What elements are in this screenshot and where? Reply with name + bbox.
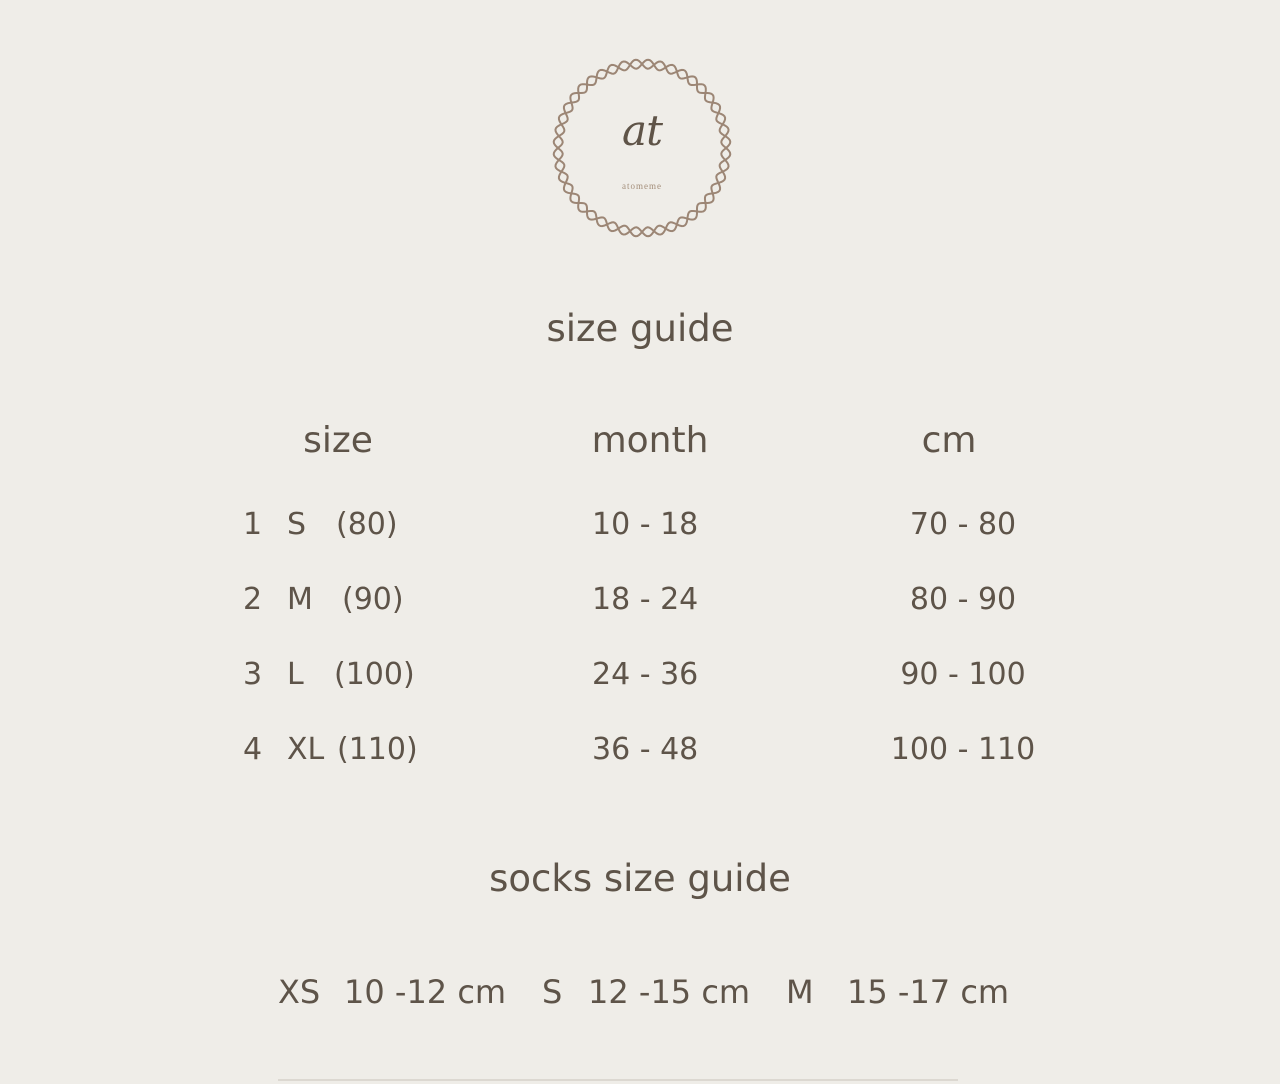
row-size-letter: XL — [287, 732, 325, 767]
row-number: 4 — [243, 732, 263, 767]
row-month: 18 - 24 — [592, 582, 699, 617]
row-month: 24 - 36 — [592, 657, 699, 692]
socks-size-range: 15 -17 cm — [847, 973, 1010, 1011]
row-month: 36 - 48 — [592, 732, 699, 767]
row-cm: 100 - 110 — [890, 732, 1036, 767]
row-month: 10 - 18 — [592, 507, 699, 542]
row-size-value: (100) — [334, 657, 415, 692]
table-row — [0, 582, 1280, 622]
socks-size-label: M — [786, 973, 814, 1011]
socks-size-range: 12 -15 cm — [588, 973, 751, 1011]
column-header-size: size — [303, 420, 373, 461]
socks-title: socks size guide — [489, 857, 791, 900]
logo-subtitle: atomeme — [622, 181, 662, 191]
divider — [278, 1079, 958, 1081]
column-header-month: month — [591, 420, 709, 461]
socks-size-range: 10 -12 cm — [344, 973, 507, 1011]
socks-size-label: S — [542, 973, 563, 1011]
row-size-value: (90) — [342, 582, 404, 617]
row-cm: 90 - 100 — [900, 657, 1026, 692]
row-number: 2 — [243, 582, 263, 617]
column-header-cm: cm — [921, 420, 977, 461]
row-cm: 70 - 80 — [909, 507, 1017, 542]
row-number: 1 — [243, 507, 263, 542]
table-row — [0, 507, 1280, 547]
row-number: 3 — [243, 657, 263, 692]
page-title: size guide — [546, 307, 734, 350]
logo-monogram: at — [622, 106, 662, 155]
row-cm: 80 - 90 — [909, 582, 1017, 617]
row-size-letter: S — [287, 507, 307, 542]
table-row — [0, 732, 1280, 772]
row-size-value: (110) — [337, 732, 418, 767]
row-size-letter: M — [287, 582, 313, 617]
table-row — [0, 657, 1280, 697]
brand-logo — [548, 54, 736, 242]
row-size-letter: L — [287, 657, 304, 692]
row-size-value: (80) — [336, 507, 398, 542]
socks-size-label: XS — [278, 973, 321, 1011]
